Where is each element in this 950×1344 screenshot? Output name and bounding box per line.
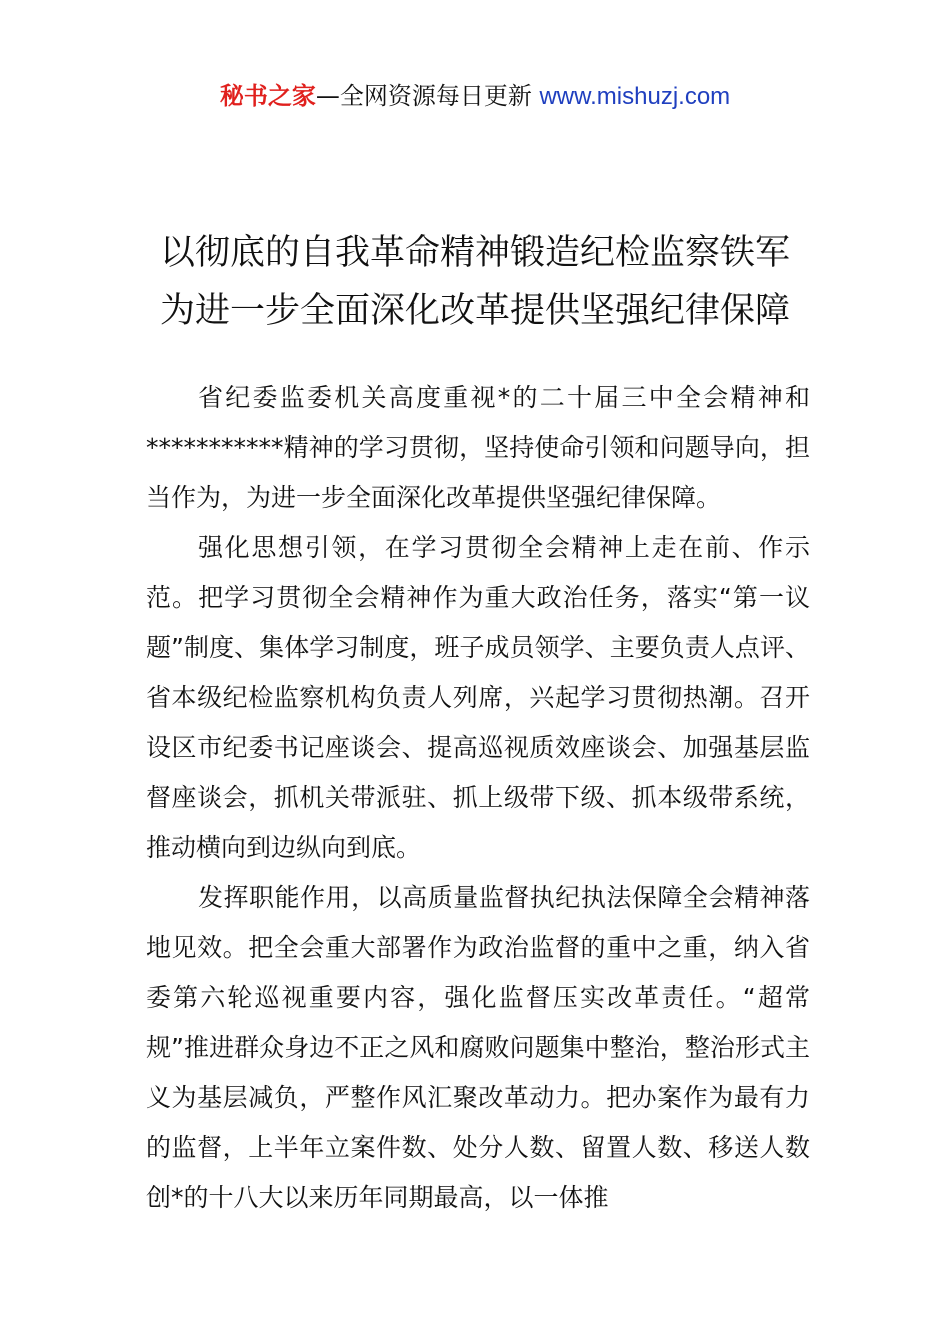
paragraph-3: 发挥职能作用，以高质量监督执纪执法保障全会精神落地见效。把全会重大部署作为政治监督的重中之重，纳入省委第六轮巡视重要内容，强化监督压实改革责任。“超常规”推进群众身边不正之风和腐败问题集中整治，整治形式主义为基层减负，严整作风汇聚改革动力。把办案作为最有力的监督，上半年立案件数、处分人数、留置人数、移送人数创*的十八大以来历年同期最高，以一体推: [146, 883, 810, 1212]
title-line-2: 为进一步全面深化改革提供坚强纪律保障: [159, 291, 790, 331]
document-body: [146, 373, 810, 1223]
brand-name: 秘书之家: [219, 82, 316, 110]
paragraph-2: 强化思想引领，在学习贯彻全会精神上走在前、作示范。把学习贯彻全会精神作为重大政治任务，落实“第一议题”制度、集体学习制度，班子成员领学、主要负责人点评、省本级纪检监察机构负责人列席，兴起学习贯彻热潮。召开设区市纪委书记座谈会、提高巡视质效座谈会、加强基层监督座谈会，抓机关带派驻、抓上级带下级、抓本级带系统，推动横向到边纵向到底。: [146, 533, 810, 862]
header-tagline: —全网资源每日更新: [315, 82, 532, 110]
site-url-link[interactable]: www.mishuzj.com: [539, 83, 731, 110]
title-line-1: 以彻底的自我革命精神锻造纪检监察铁军: [159, 233, 790, 273]
paragraph-1: 省纪委监委机关高度重视*的二十届三中全会精神和***********精神的学习贯彻，坚持使命引领和问题导向，担当作为，为进一步全面深化改革提供坚强纪律保障。: [146, 383, 810, 512]
site-header: [0, 78, 950, 115]
document-title: [0, 224, 950, 340]
